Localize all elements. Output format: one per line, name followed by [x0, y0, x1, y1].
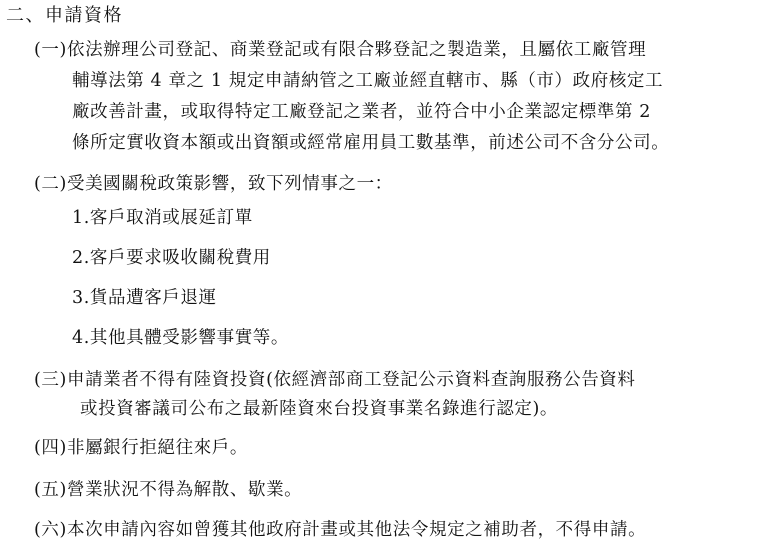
item-5-text-1: 營業狀況不得為解散、歇業。 — [66, 480, 303, 500]
item-1-line-3: 廠改善計畫，或取得特定工廠登記之業者，並符合中小企業認定標準第 2 — [72, 102, 651, 122]
item-2-marker: (二) — [34, 174, 67, 194]
item-1-line-4: 條所定實收資本額或出資額或經常雇用員工數基準，前述公司不含分公司。 — [72, 133, 670, 153]
item-4-text-1: 非屬銀行拒絕往來戶。 — [66, 438, 248, 458]
item-2-subitem-2: 2.客戶要求吸收關稅費用 — [72, 248, 271, 268]
item-3-marker: (三) — [34, 370, 67, 390]
item-2-line-1 — [34, 172, 393, 196]
item-6-line-1 — [34, 518, 646, 542]
item-2-subitem-3: 3.貨品遭客戶退運 — [72, 288, 217, 308]
item-1-line-2: 輔導法第 4 章之 1 規定申請納管之工廠並經直轄市、縣（市）政府核定工 — [72, 71, 664, 91]
item-1-line-1 — [34, 38, 646, 62]
item-2-subitem-4: 4.其他具體受影響事實等。 — [72, 328, 289, 348]
item-6-marker: (六) — [34, 520, 67, 540]
item-1-text-1: 依法辦理公司登記、商業登記或有限合夥登記之製造業，且屬依工廠管理 — [66, 40, 647, 60]
item-2-text-1: 受美國關稅政策影響，致下列情事之一： — [66, 174, 393, 194]
item-3-text-1: 申請業者不得有陸資投資(依經濟部商工登記公示資料查詢服務公告資料 — [66, 370, 636, 390]
item-2-subitem-1: 1.客戶取消或展延訂單 — [72, 208, 253, 228]
item-4-line-1 — [34, 436, 248, 460]
section-heading: 二、申請資格 — [6, 5, 123, 26]
item-3-line-1 — [34, 368, 636, 392]
item-1-marker: (一) — [34, 40, 67, 60]
item-4-marker: (四) — [34, 438, 67, 458]
item-5-line-1 — [34, 478, 302, 502]
item-5-marker: (五) — [34, 480, 67, 500]
item-3-line-2: 或投資審議司公布之最新陸資來台投資事業名錄進行認定)。 — [80, 399, 559, 419]
item-6-text-1: 本次申請內容如曾獲其他政府計畫或其他法令規定之補助者，不得申請。 — [66, 520, 647, 540]
